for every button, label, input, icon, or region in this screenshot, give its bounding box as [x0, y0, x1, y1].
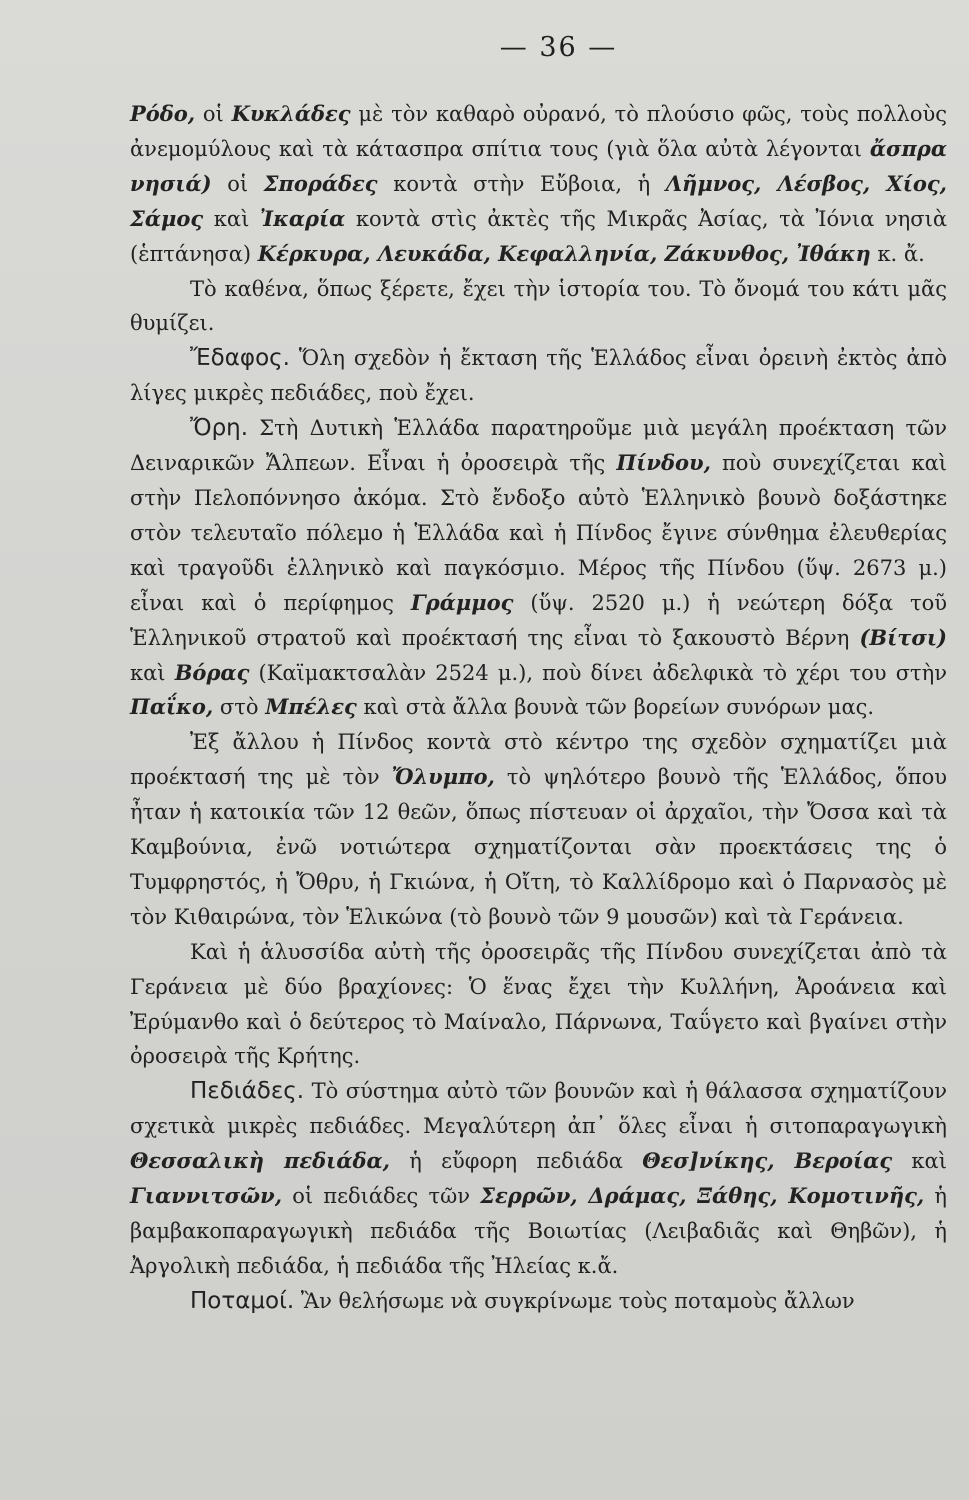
section-heading: Πεδιάδες.	[190, 1078, 305, 1105]
section-heading: Ἔδαφος.	[190, 345, 290, 372]
paragraph	[130, 341, 947, 411]
text-run: Ἐξ ἄλλου ἡ Πίνδος κοντὰ στὸ κέντρο της σχεδὸν σχηματίζει μιὰ προέκτασή της μὲ τὸν	[130, 730, 947, 790]
text-run: Τὸ σύστημα αὐτὸ τῶν βουνῶν καὶ ἡ θάλασσα σχηματίζουν σχετικὰ μικρὲς πεδιάδες. Μεγαλύτερη ἀπ᾽ ὅλες εἶναι ἡ σιτοπαραγωγικὴ	[130, 1079, 947, 1139]
text-run: κοντὰ στὴν Εὔβοια, ἡ	[377, 171, 666, 196]
body-text	[130, 97, 947, 1319]
emphasized-term: Ἰκαρία	[259, 205, 346, 231]
emphasized-term: ἄσπρα νησιά)	[130, 135, 947, 196]
text-run: κοντὰ στὶς ἀκτὲς τῆς Μικρᾶς Ἀσίας, τὰ Ἰόνια νησιὰ (ἑπτάνησα)	[130, 206, 948, 266]
text-run: ἡ βαμβακοπαραγωγικὴ πεδιάδα τῆς Βοιωτίας (Λειβαδιᾶς καὶ Θηβῶν), ἡ Ἀργολικὴ πεδιάδα, ἡ πεδιάδα τῆς Ἠλείας κ.ἄ.	[130, 1184, 948, 1278]
text-run: καὶ στὰ ἄλλα βουνὰ τῶν βορείων συνόρων μας.	[356, 695, 875, 720]
text-run: Καὶ ἡ ἁλυσσίδα αὐτὴ τῆς ὀροσειρᾶς τῆς Πίνδου συνεχίζεται ἀπὸ τὰ Γεράνεια μὲ δύο βραχίονες: Ὁ ἕνας ἔχει τὴν Κυλλήνη, Ἀροάνεια καὶ Ἐρύμανθο καὶ ὁ δεύτερος τὸ Μαίναλο, Πάρνωνα, Ταΰγετο καὶ βγαίνει στὴν ὀροσειρὰ τῆς Κρήτης.	[130, 939, 947, 1069]
emphasized-term: Βόρας	[174, 659, 250, 685]
text-run: Στὴ Δυτικὴ Ἑλλάδα παρατηροῦμε μιὰ μεγάλη προέκταση τῶν Δειναρικῶν Ἄλπεων. Εἶναι ἡ ὀροσειρὰ τῆς	[130, 416, 947, 476]
emphasized-term: Γράμμος	[410, 589, 514, 615]
section-heading: Ὄρη.	[190, 415, 249, 442]
paragraph	[130, 97, 947, 272]
emphasized-term: Παΐκο,	[130, 694, 214, 720]
emphasized-term: Πίνδου,	[616, 450, 711, 476]
emphasized-term: Ρόδο,	[130, 101, 196, 126]
text-run: στὸ	[213, 695, 266, 720]
paragraph	[130, 411, 947, 725]
text-run: οἱ	[211, 171, 264, 196]
page-number: — 36 —	[499, 32, 618, 63]
paragraph	[130, 1074, 947, 1283]
text-run: Ἂν θελήσωμε νὰ συγκρίνωμε τοὺς ποταμοὺς ἄλλων	[294, 1288, 855, 1313]
text-run: (Καϊμακτσαλὰν 2524 μ.), ποὺ δίνει ἀδελφικὰ τὸ χέρι του στὴν	[249, 660, 948, 685]
text-run: καὶ	[130, 660, 175, 685]
text-run: καὶ	[892, 1149, 947, 1174]
emphasized-term: Ὄλυμπο,	[391, 764, 495, 790]
emphasized-term: Θεσσαλικὴ πεδιάδα,	[130, 1148, 390, 1174]
emphasized-term: Θεσ]νίκης, Βεροίας	[642, 1148, 893, 1174]
emphasized-term: Σποράδες	[263, 170, 378, 196]
emphasized-term: Κέρκυρα, Λευκάδα, Κεφαλληνία, Ζάκυνθος, Ἰθάκη	[257, 240, 871, 266]
text-run: οἱ πεδιάδες τῶν	[282, 1184, 481, 1209]
emphasized-term: Γιαννιτσῶν,	[130, 1183, 283, 1209]
paragraph	[130, 272, 947, 342]
text-run: (ὕψ. 2520 μ.) ἡ νεώτερη δόξα τοῦ Ἑλληνικοῦ στρατοῦ καὶ προέκτασή της εἶναι τὸ ξακουστὸ Βέρνη	[130, 590, 947, 650]
emphasized-term: Λῆμνος, Λέσβος, Χίος, Σάμος	[130, 170, 947, 231]
text-run: Ὅλη σχεδὸν ἡ ἔκταση τῆς Ἑλλάδος εἶναι ὀρεινὴ ἐκτὸς ἀπὸ λίγες μικρὲς πεδιάδες, ποὺ ἔχει.	[130, 346, 947, 406]
paragraph	[130, 725, 947, 934]
emphasized-term: Κυκλάδες	[231, 101, 351, 126]
text-run: τὸ ψηλότερο βουνὸ τῆς Ἑλλάδος, ὅπου ἦταν ἡ κατοικία τῶν 12 θεῶν, ὅπως πίστευαν οἱ ἀρχαῖοι, τὴν Ὄσσα καὶ τὰ Καμβούνια, ἐνῶ νοτιώτερα σχηματίζονται σὰν προεκτάσεις της ὁ Τυμφρηστός, ἡ Ὄθρυ, ἡ Γκιώνα, ἡ Οἴτη, τὸ Καλλίδρομο καὶ ὁ Παρνασὸς μὲ τὸν Κιθαιρώνα, τὸν Ἑλικώνα (τὸ βουνὸ τῶν 9 μουσῶν) καὶ τὰ Γεράνεια.	[130, 765, 948, 929]
paragraph	[130, 935, 947, 1075]
text-run: κ. ἄ.	[870, 241, 925, 266]
emphasized-term: (Βίτσι)	[859, 624, 947, 650]
emphasized-term: Σερρῶν, Δράμας, Ξάθης, Κομοτινῆς,	[480, 1183, 925, 1209]
text-run: καὶ	[203, 206, 260, 231]
text-run: οἱ	[195, 102, 232, 126]
text-run: ποὺ συνεχίζεται καὶ στὴν Πελοπόννησο ἀκόμα. Στὸ ἔνδοξο αὐτὸ Ἑλληνικὸ βουνὸ δοξάστηκε στὸν τελευταῖο πόλεμο ἡ Ἑλλάδα καὶ ἡ Πίνδος ἔγινε σύνθημα ἐλευθερίας καὶ τραγοῦδι ἑλληνικὸ καὶ παγκόσμιο. Μέρος τῆς Πίνδου (ὕψ. 2673 μ.) εἶναι καὶ ὁ περίφημος	[130, 451, 948, 615]
text-run: ἡ εὔφορη πεδιάδα	[389, 1149, 643, 1174]
section-heading: Ποταμοί.	[190, 1287, 295, 1314]
text-run: μὲ τὸν καθαρὸ οὐρανό, τὸ πλούσιο φῶς, τοὺς πολλοὺς ἀνεμομύλους καὶ τὰ κάτασπρα σπίτια τους (γιὰ ὅλα αὐτὰ λέγονται	[130, 102, 947, 161]
paragraph	[130, 1284, 947, 1319]
emphasized-term: Μπέλες	[265, 694, 357, 720]
text-run: Τὸ καθένα, ὅπως ξέρετε, ἔχει τὴν ἱστορία του. Τὸ ὄνομά του κάτι μᾶς θυμίζει.	[130, 276, 947, 336]
